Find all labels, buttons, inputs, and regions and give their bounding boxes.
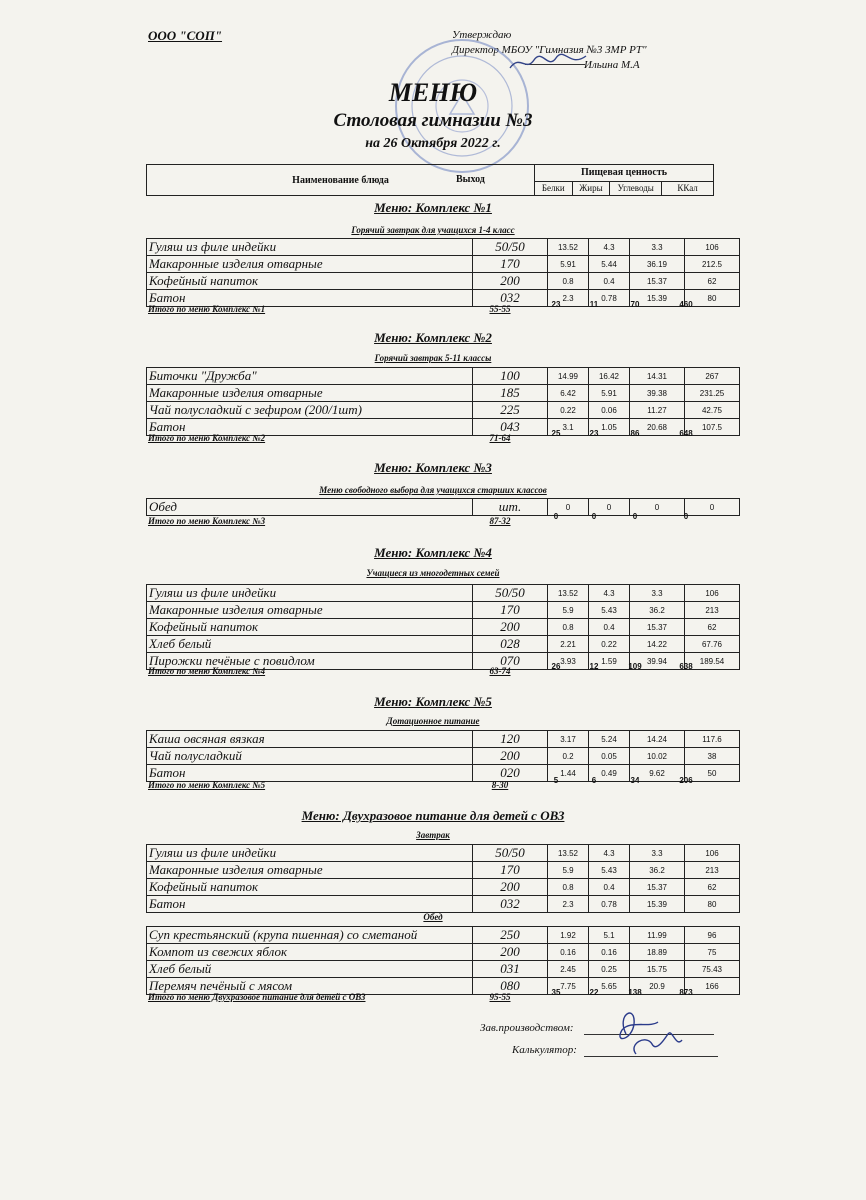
carbs-cell: 11.99 xyxy=(630,927,685,944)
dish-cell: Чай полусладкий xyxy=(147,748,473,765)
protein-cell: 1.44 xyxy=(548,765,589,782)
menu-table xyxy=(146,730,740,782)
approval-line-2: Директор МБОУ "Гимназия №3 ЗМР РТ" xyxy=(452,44,647,56)
section-title: Меню: Комплекс №5 xyxy=(374,694,492,709)
menu-date: на 26 Октября 2022 г. xyxy=(365,136,501,151)
yield-cell: 50/50 xyxy=(473,585,548,602)
dish-cell: Гуляш из филе индейки xyxy=(147,585,473,602)
total-label: Итого по меню Комплекс №4 xyxy=(148,666,266,676)
total-protein: 23 xyxy=(551,300,561,309)
total-protein: 25 xyxy=(551,429,561,438)
dish-cell: Перемяч печёный с мясом xyxy=(147,978,473,995)
nutrition-column-header xyxy=(535,165,714,182)
kcal-cell: 106 xyxy=(685,239,740,256)
carbs-cell: 36.2 xyxy=(630,602,685,619)
dish-cell: Макаронные изделия отварные xyxy=(147,602,473,619)
yield-column-label: Выход xyxy=(456,174,485,185)
lunch-label: Обед xyxy=(423,912,443,922)
protein-cell: 2.21 xyxy=(548,636,589,653)
fat-cell: 5.43 xyxy=(589,862,630,879)
protein-cell: 5.9 xyxy=(548,862,589,879)
dish-cell: Обед xyxy=(147,499,473,516)
total-yield: 87-32 xyxy=(489,516,511,526)
protein-cell: 14.99 xyxy=(548,368,589,385)
kcal-cell: 213 xyxy=(685,602,740,619)
table-row xyxy=(147,636,740,653)
total-kcal: 648 xyxy=(679,429,693,438)
yield-cell: 225 xyxy=(473,402,548,419)
yield-cell: 043 xyxy=(473,419,548,436)
total-fat: 6 xyxy=(591,776,597,785)
dish-cell: Гуляш из филе индейки xyxy=(147,845,473,862)
protein-cell: 0.2 xyxy=(548,748,589,765)
fat-cell: 1.05 xyxy=(589,419,630,436)
total-kcal: 638 xyxy=(679,662,693,671)
kcal-cell: 50 xyxy=(685,765,740,782)
carbs-cell: 10.02 xyxy=(630,748,685,765)
total-carbs: 0 xyxy=(632,512,638,521)
yield-cell: 080 xyxy=(473,978,548,995)
dish-cell: Макаронные изделия отварные xyxy=(147,256,473,273)
menu-table xyxy=(146,844,740,913)
table-row xyxy=(147,731,740,748)
fat-cell: 1.59 xyxy=(589,653,630,670)
yield-cell: 032 xyxy=(473,896,548,913)
approval-line-3: Ильина М.А xyxy=(584,59,640,71)
fat-cell: 16.42 xyxy=(589,368,630,385)
fat-cell: 0.4 xyxy=(589,273,630,290)
dish-cell: Биточки "Дружба" xyxy=(147,368,473,385)
total-fat: 12 xyxy=(589,662,599,671)
total-label: Итого по меню Комплекс №1 xyxy=(148,304,266,314)
total-yield: 55-55 xyxy=(489,304,511,314)
column-header xyxy=(146,164,714,196)
protein-cell: 2.3 xyxy=(548,896,589,913)
carbs-cell: 15.39 xyxy=(630,290,685,307)
kcal-cell: 213 xyxy=(685,862,740,879)
kcal-cell: 80 xyxy=(685,896,740,913)
yield-cell: 028 xyxy=(473,636,548,653)
carbs-cell: 15.37 xyxy=(630,273,685,290)
section-subtitle: Горячий завтрак для учащихся 1-4 класс xyxy=(351,225,515,235)
total-label: Итого по меню Комплекс №5 xyxy=(148,780,266,790)
kcal-cell: 62 xyxy=(685,619,740,636)
carbs-cell: 15.37 xyxy=(630,619,685,636)
kcal-cell: 42.75 xyxy=(685,402,740,419)
signature-icon xyxy=(606,1004,686,1060)
table-row xyxy=(147,602,740,619)
fat-column-header: Жиры xyxy=(572,181,610,195)
table-row xyxy=(147,862,740,879)
approval-line-1: Утверждаю xyxy=(452,29,512,41)
breakfast-label: Завтрак xyxy=(416,830,450,840)
total-carbs: 86 xyxy=(630,429,640,438)
total-protein: 35 xyxy=(551,988,561,997)
kcal-cell: 75 xyxy=(685,944,740,961)
protein-cell: 6.42 xyxy=(548,385,589,402)
fat-cell: 0.78 xyxy=(589,896,630,913)
protein-cell: 0.8 xyxy=(548,273,589,290)
yield-cell: 170 xyxy=(473,602,548,619)
protein-cell: 0.8 xyxy=(548,879,589,896)
protein-cell: 3.1 xyxy=(548,419,589,436)
fat-cell: 0.22 xyxy=(589,636,630,653)
total-protein: 26 xyxy=(551,662,561,671)
table-row xyxy=(147,402,740,419)
protein-cell: 3.93 xyxy=(548,653,589,670)
fat-cell: 0.4 xyxy=(589,619,630,636)
fat-cell: 0.16 xyxy=(589,944,630,961)
dish-column-label: Наименование блюда xyxy=(292,174,389,186)
fat-cell: 5.65 xyxy=(589,978,630,995)
carbs-cell: 36.2 xyxy=(630,862,685,879)
dish-cell: Пирожки печёные с повидлом xyxy=(147,653,473,670)
section-title: Меню: Двухразовое питание для детей с ОВЗ xyxy=(301,808,565,823)
kcal-cell: 0 xyxy=(685,499,740,516)
total-yield: 63-74 xyxy=(489,666,511,676)
section-title: Меню: Комплекс №1 xyxy=(374,200,492,215)
yield-cell: 200 xyxy=(473,879,548,896)
table-row xyxy=(147,845,740,862)
total-label: Итого по меню Комплекс №2 xyxy=(148,433,266,443)
fat-cell: 0.78 xyxy=(589,290,630,307)
director-signature-icon xyxy=(508,50,588,74)
section-subtitle: Учащиеся из многодетных семей xyxy=(366,568,500,578)
kcal-cell: 117.6 xyxy=(685,731,740,748)
kcal-cell: 106 xyxy=(685,585,740,602)
table-row xyxy=(147,273,740,290)
table-row xyxy=(147,927,740,944)
dish-cell: Кофейный напиток xyxy=(147,619,473,636)
kcal-cell: 212.5 xyxy=(685,256,740,273)
carbs-cell: 20.9 xyxy=(630,978,685,995)
total-yield: 95-55 xyxy=(489,992,511,1002)
table-row xyxy=(147,944,740,961)
carbs-cell: 18.89 xyxy=(630,944,685,961)
fat-cell: 4.3 xyxy=(589,585,630,602)
protein-cell: 5.9 xyxy=(548,602,589,619)
carbs-cell: 11.27 xyxy=(630,402,685,419)
dish-cell: Кофейный напиток xyxy=(147,273,473,290)
fat-cell: 0.06 xyxy=(589,402,630,419)
carbs-cell: 3.3 xyxy=(630,239,685,256)
total-kcal: 873 xyxy=(679,988,693,997)
carbs-cell: 14.22 xyxy=(630,636,685,653)
fat-cell: 0.49 xyxy=(589,765,630,782)
protein-cell: 13.52 xyxy=(548,585,589,602)
carbs-cell: 36.19 xyxy=(630,256,685,273)
kcal-cell: 75.43 xyxy=(685,961,740,978)
kcal-cell: 166 xyxy=(685,978,740,995)
dish-cell: Батон xyxy=(147,765,473,782)
table-row xyxy=(147,585,740,602)
carbs-cell: 9.62 xyxy=(630,765,685,782)
yield-cell: 200 xyxy=(473,619,548,636)
table-row xyxy=(147,961,740,978)
kcal-cell: 107.5 xyxy=(685,419,740,436)
carbs-cell: 14.31 xyxy=(630,368,685,385)
carbs-column-header: Углеводы xyxy=(610,181,662,195)
protein-cell: 2.3 xyxy=(548,290,589,307)
yield-cell: 031 xyxy=(473,961,548,978)
organization-name: ООО "СОП" xyxy=(148,28,223,43)
carbs-cell: 20.68 xyxy=(630,419,685,436)
dish-cell: Батон xyxy=(147,290,473,307)
protein-cell: 0.8 xyxy=(548,619,589,636)
section-title: Меню: Комплекс №4 xyxy=(374,545,492,560)
dish-cell: Макаронные изделия отварные xyxy=(147,385,473,402)
protein-cell: 5.91 xyxy=(548,256,589,273)
total-protein: 5 xyxy=(553,776,559,785)
yield-cell: 120 xyxy=(473,731,548,748)
table-row xyxy=(147,368,740,385)
nutrition-column-label: Пищевая ценность xyxy=(580,167,668,179)
total-kcal: 206 xyxy=(679,776,693,785)
menu-table xyxy=(146,926,740,995)
yield-cell: 170 xyxy=(473,862,548,879)
kcal-cell: 231.25 xyxy=(685,385,740,402)
total-fat: 22 xyxy=(589,988,599,997)
protein-cell: 13.52 xyxy=(548,239,589,256)
section-subtitle: Горячий завтрак 5-11 классы xyxy=(374,353,492,363)
fat-cell: 5.91 xyxy=(589,385,630,402)
dish-cell: Гуляш из филе индейки xyxy=(147,239,473,256)
carbs-cell: 15.37 xyxy=(630,879,685,896)
fat-cell: 4.3 xyxy=(589,239,630,256)
dish-cell: Макаронные изделия отварные xyxy=(147,862,473,879)
protein-cell: 0.22 xyxy=(548,402,589,419)
carbs-cell: 15.75 xyxy=(630,961,685,978)
total-fat: 23 xyxy=(589,429,599,438)
yield-cell: 50/50 xyxy=(473,239,548,256)
protein-cell: 7.75 xyxy=(548,978,589,995)
table-row xyxy=(147,256,740,273)
table-row xyxy=(147,385,740,402)
table-row xyxy=(147,619,740,636)
kcal-cell: 67.76 xyxy=(685,636,740,653)
total-label: Итого по меню Двухразовое питание для детей с ОВЗ xyxy=(148,992,366,1002)
section-subtitle: Меню свободного выбора для учащихся старших классов xyxy=(319,485,547,495)
table-row xyxy=(147,748,740,765)
kcal-cell: 62 xyxy=(685,879,740,896)
total-yield: 8-30 xyxy=(491,780,509,790)
yield-cell: 185 xyxy=(473,385,548,402)
carbs-cell: 3.3 xyxy=(630,585,685,602)
yield-cell: 200 xyxy=(473,944,548,961)
yield-cell: 50/50 xyxy=(473,845,548,862)
kcal-cell: 80 xyxy=(685,290,740,307)
carbs-cell: 0 xyxy=(630,499,685,516)
dish-cell: Кофейный напиток xyxy=(147,879,473,896)
yield-cell: 020 xyxy=(473,765,548,782)
protein-cell: 2.45 xyxy=(548,961,589,978)
menu-table xyxy=(146,584,740,670)
kcal-column-header: ККал xyxy=(662,181,714,195)
protein-cell: 13.52 xyxy=(548,845,589,862)
section-title: Меню: Комплекс №2 xyxy=(374,330,492,345)
total-fat: 11 xyxy=(589,300,599,309)
dish-cell: Каша овсяная вязкая xyxy=(147,731,473,748)
fat-cell: 0.05 xyxy=(589,748,630,765)
page-title: МЕНЮ xyxy=(388,78,478,107)
fat-cell: 5.24 xyxy=(589,731,630,748)
calculator-label: Калькулятор: xyxy=(512,1044,577,1056)
protein-cell: 0.16 xyxy=(548,944,589,961)
menu-table xyxy=(146,367,740,436)
carbs-cell: 3.3 xyxy=(630,845,685,862)
total-label: Итого по меню Комплекс №3 xyxy=(148,516,266,526)
yield-cell: 070 xyxy=(473,653,548,670)
menu-table xyxy=(146,238,740,307)
total-protein: 0 xyxy=(553,512,559,521)
yield-cell: 250 xyxy=(473,927,548,944)
kcal-cell: 106 xyxy=(685,845,740,862)
section-title: Меню: Комплекс №3 xyxy=(374,460,492,475)
table-row xyxy=(147,879,740,896)
carbs-cell: 39.38 xyxy=(630,385,685,402)
total-carbs: 109 xyxy=(628,662,642,671)
total-carbs: 70 xyxy=(630,300,640,309)
yield-cell: шт. xyxy=(473,499,548,516)
kcal-cell: 38 xyxy=(685,748,740,765)
fat-cell: 5.1 xyxy=(589,927,630,944)
total-kcal: 460 xyxy=(679,300,693,309)
dish-cell: Батон xyxy=(147,896,473,913)
dish-cell: Хлеб белый xyxy=(147,636,473,653)
kcal-cell: 62 xyxy=(685,273,740,290)
fat-cell: 0.4 xyxy=(589,879,630,896)
dish-cell: Суп крестьянский (крупа пшенная) со сметаной xyxy=(147,927,473,944)
carbs-cell: 39.94 xyxy=(630,653,685,670)
table-row xyxy=(147,239,740,256)
total-carbs: 34 xyxy=(630,776,640,785)
carbs-cell: 15.39 xyxy=(630,896,685,913)
yield-cell: 200 xyxy=(473,748,548,765)
total-carbs: 138 xyxy=(628,988,642,997)
protein-cell: 0 xyxy=(548,499,589,516)
fat-cell: 5.43 xyxy=(589,602,630,619)
fat-cell: 0.25 xyxy=(589,961,630,978)
total-yield: 71-64 xyxy=(489,433,511,443)
fat-cell: 5.44 xyxy=(589,256,630,273)
yield-cell: 100 xyxy=(473,368,548,385)
carbs-cell: 14.24 xyxy=(630,731,685,748)
protein-column-header: Белки xyxy=(535,181,573,195)
production-manager-label: Зав.производством: xyxy=(480,1022,574,1034)
dish-cell: Батон xyxy=(147,419,473,436)
yield-cell: 170 xyxy=(473,256,548,273)
dish-cell: Хлеб белый xyxy=(147,961,473,978)
total-fat: 0 xyxy=(591,512,597,521)
protein-cell: 3.17 xyxy=(548,731,589,748)
yield-cell: 200 xyxy=(473,273,548,290)
fat-cell: 0 xyxy=(589,499,630,516)
dish-cell: Компот из свежих яблок xyxy=(147,944,473,961)
protein-cell: 1.92 xyxy=(548,927,589,944)
total-kcal: 0 xyxy=(683,512,689,521)
yield-cell: 032 xyxy=(473,290,548,307)
fat-cell: 4.3 xyxy=(589,845,630,862)
page-subtitle: Столовая гимназии №3 xyxy=(333,110,533,131)
table-row xyxy=(147,896,740,913)
kcal-cell: 189.54 xyxy=(685,653,740,670)
dish-cell: Чай полусладкий с зефиром (200/1шт) xyxy=(147,402,473,419)
kcal-cell: 267 xyxy=(685,368,740,385)
section-subtitle: Дотационное питание xyxy=(386,716,480,726)
kcal-cell: 96 xyxy=(685,927,740,944)
